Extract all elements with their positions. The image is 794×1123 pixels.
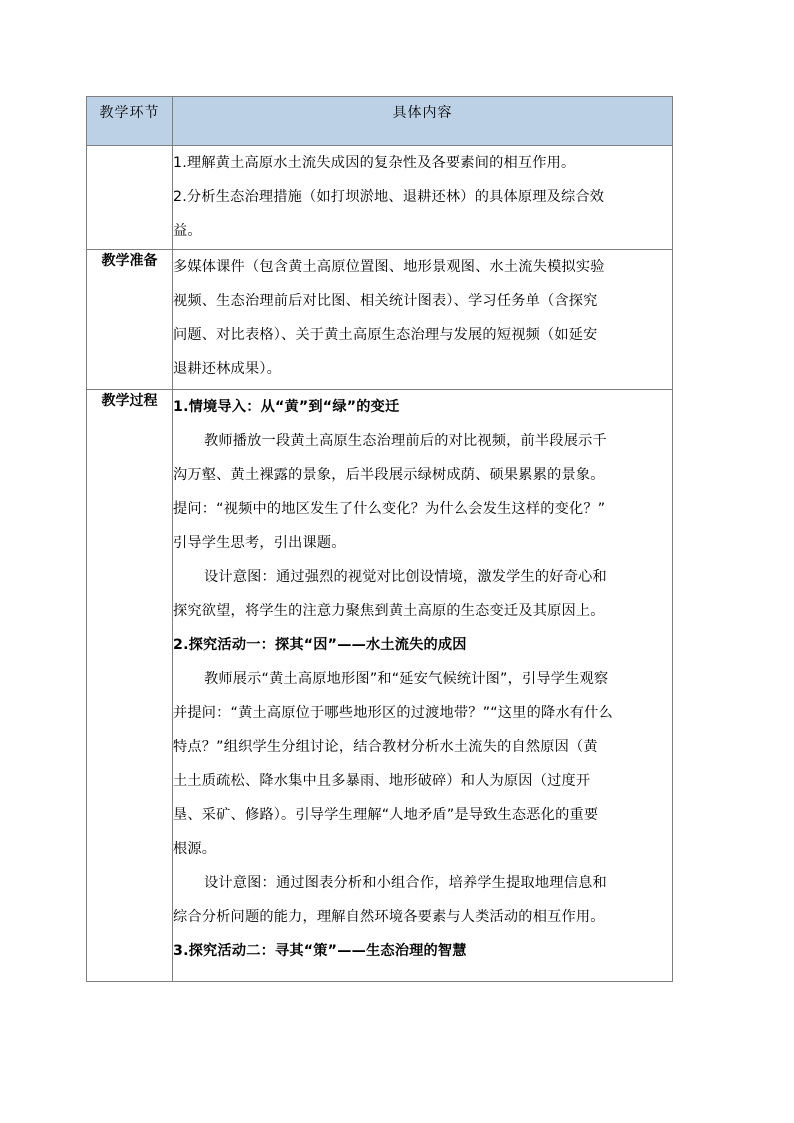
paragraph-line: 土土质疏松、降水集中且多暴雨、地形破碎）和人为原因（过度开 xyxy=(173,773,591,789)
goal-line: 益。 xyxy=(173,223,202,239)
design-intent-line: 设计意图：通过图表分析和小组合作，培养学生提取地理信息和 xyxy=(204,875,607,891)
lesson-plan-table xyxy=(86,96,673,982)
paragraph-line: 特点？”组织学生分组讨论，结合教材分析水土流失的自然原因（黄 xyxy=(173,739,598,755)
goal-line: 2.分析生态治理措施（如打坝淤地、退耕还林）的具体原理及综合效 xyxy=(173,189,605,205)
paragraph-line: 引导学生思考，引出课题。 xyxy=(173,535,346,551)
header-specific-content: 具体内容 xyxy=(173,97,673,146)
design-intent-line: 综合分析问题的能力，理解自然环境各要素与人类活动的相互作用。 xyxy=(173,909,605,925)
section-heading: 1.情境导入：从“黄”到“绿”的变迁 xyxy=(173,399,400,415)
header-teaching-stage: 教学环节 xyxy=(87,97,173,146)
process-content xyxy=(173,390,673,982)
design-intent-line: 设计意图：通过强烈的视觉对比创设情境，激发学生的好奇心和 xyxy=(204,569,607,585)
paragraph-line: 沟万壑、黄土裸露的景象，后半段展示绿树成荫、硕果累累的景象。 xyxy=(173,467,605,483)
table-row-process xyxy=(87,390,673,982)
paragraph-line: 根源。 xyxy=(173,841,217,857)
paragraph-line: 教师播放一段黄土高原生态治理前后的对比视频，前半段展示千 xyxy=(204,433,607,449)
goals-label xyxy=(87,146,173,250)
table-row-preparation xyxy=(87,250,673,390)
process-label: 教学过程 xyxy=(87,390,173,982)
paragraph-line: 并提问：“黄土高原位于哪些地形区的过渡地带？”“这里的降水有什么 xyxy=(173,705,613,721)
preparation-line: 多媒体课件（包含黄土高原位置图、地形景观图、水土流失模拟实验 xyxy=(173,259,605,275)
section-heading: 2.探究活动一：探其“因”——水土流失的成因 xyxy=(173,637,467,653)
preparation-line: 问题、对比表格）、关于黄土高原生态治理与发展的短视频（如延安 xyxy=(173,327,598,343)
paragraph-line: 垦、采矿、修路）。引导学生理解“人地矛盾”是导致生态恶化的重要 xyxy=(173,807,599,823)
section-heading: 3.探究活动二：寻其“策”——生态治理的智慧 xyxy=(173,943,467,959)
paragraph-line: 提问：“视频中的地区发生了什么变化？为什么会发生这样的变化？” xyxy=(173,501,606,517)
paragraph-line: 教师展示“黄土高原地形图”和“延安气候统计图”，引导学生观察 xyxy=(204,671,609,687)
preparation-line: 视频、生态治理前后对比图、相关统计图表）、学习任务单（含探究 xyxy=(173,293,598,309)
preparation-line: 退耕还林成果）。 xyxy=(173,361,282,377)
preparation-content xyxy=(173,250,673,390)
goal-line: 1.理解黄土高原水土流失成因的复杂性及各要素间的相互作用。 xyxy=(173,155,576,171)
preparation-label: 教学准备 xyxy=(87,250,173,390)
goals-content xyxy=(173,146,673,250)
table-header-row xyxy=(87,97,673,146)
design-intent-line: 探究欲望，将学生的注意力聚焦到黄土高原的生态变迁及其原因上。 xyxy=(173,603,605,619)
table-row-goals xyxy=(87,146,673,250)
